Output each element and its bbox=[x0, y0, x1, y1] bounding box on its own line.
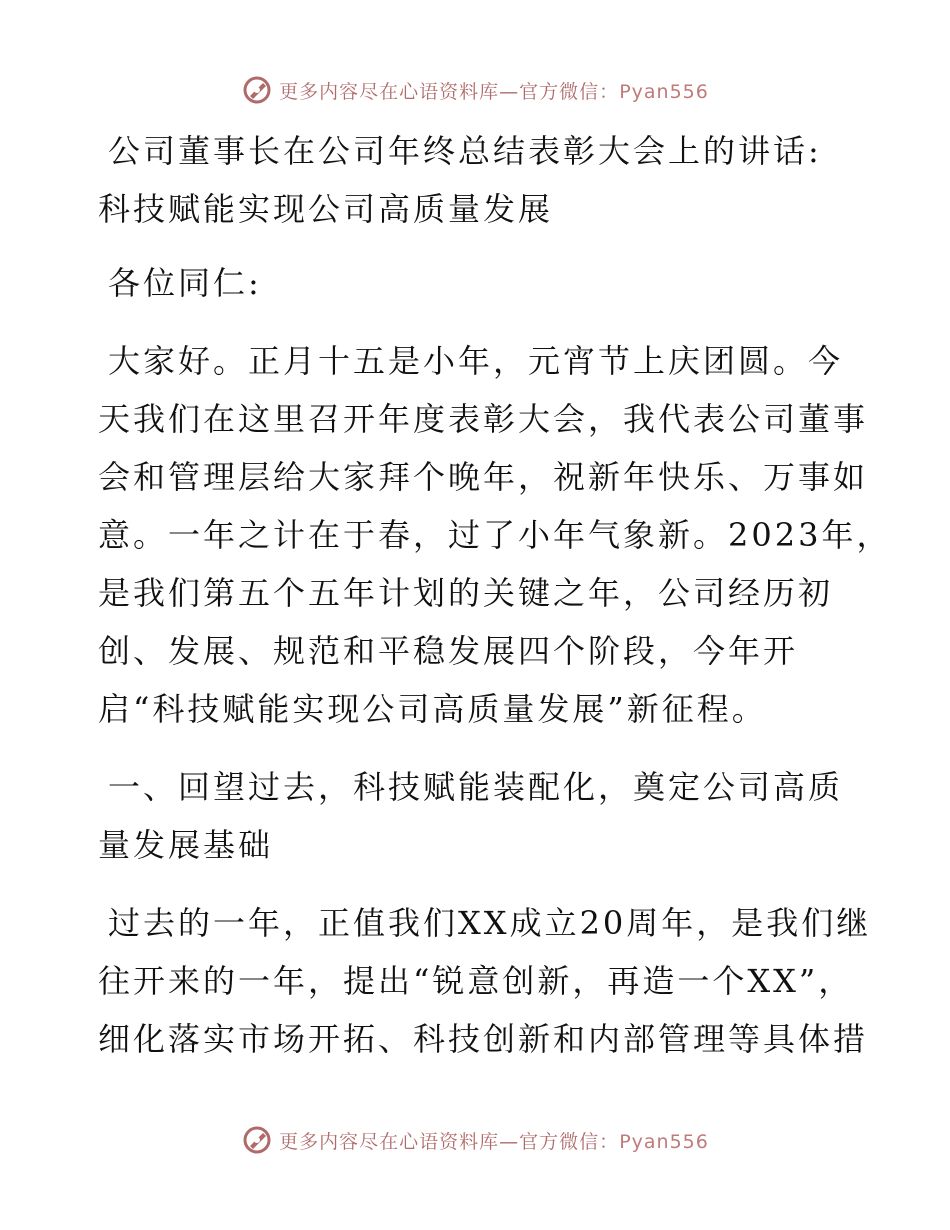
paragraph-1-line-7: 启“科技赋能实现公司高质量发展”新征程。 bbox=[98, 690, 767, 728]
document-body bbox=[98, 122, 892, 1068]
paragraph-2-line-3: 细化落实市场开拓、科技创新和内部管理等具体措 bbox=[98, 1020, 869, 1058]
paragraph-1-line-1: 大家好。正月十五是小年，元宵节上庆团圆。今 bbox=[108, 342, 844, 380]
pen-logo-icon bbox=[241, 1124, 273, 1156]
paragraph-1-line-2: 天我们在这里召开年度表彰大会，我代表公司董事 bbox=[98, 400, 869, 438]
paragraph-2-line-2: 往开来的一年，提出“锐意创新，再造一个XX”， bbox=[98, 962, 854, 1000]
pen-logo-icon bbox=[241, 74, 273, 106]
document-title-line-2: 科技赋能实现公司高质量发展 bbox=[98, 190, 554, 228]
paragraph-1-line-3: 会和管理层给大家拜个晚年，祝新年快乐、万事如 bbox=[98, 458, 869, 496]
watermark-text: 更多内容尽在心语资料库—官方微信：Pyan556 bbox=[279, 80, 709, 103]
paragraph-1-line-6: 创、发展、规范和平稳发展四个阶段，今年开 bbox=[98, 632, 799, 670]
paragraph-2-line-1: 过去的一年，正值我们XX成立20周年，是我们继 bbox=[108, 904, 872, 942]
section-1-heading-line-1: 一、回望过去，科技赋能装配化，奠定公司高质 bbox=[108, 768, 844, 806]
paragraph-1-line-4: 意。一年之计在于春，过了小年气象新。2023年， bbox=[98, 516, 892, 554]
footer-watermark bbox=[0, 1120, 950, 1160]
salutation: 各位同仁: bbox=[108, 264, 262, 302]
watermark-text: 更多内容尽在心语资料库—官方微信：Pyan556 bbox=[279, 1130, 709, 1153]
header-watermark bbox=[0, 70, 950, 110]
document-title-line-1: 公司董事长在公司年终总结表彰大会上的讲话: bbox=[108, 132, 822, 170]
section-1-heading-line-2: 量发展基础 bbox=[98, 826, 274, 864]
paragraph-1-line-5: 是我们第五个五年计划的关键之年，公司经历初 bbox=[98, 574, 834, 612]
